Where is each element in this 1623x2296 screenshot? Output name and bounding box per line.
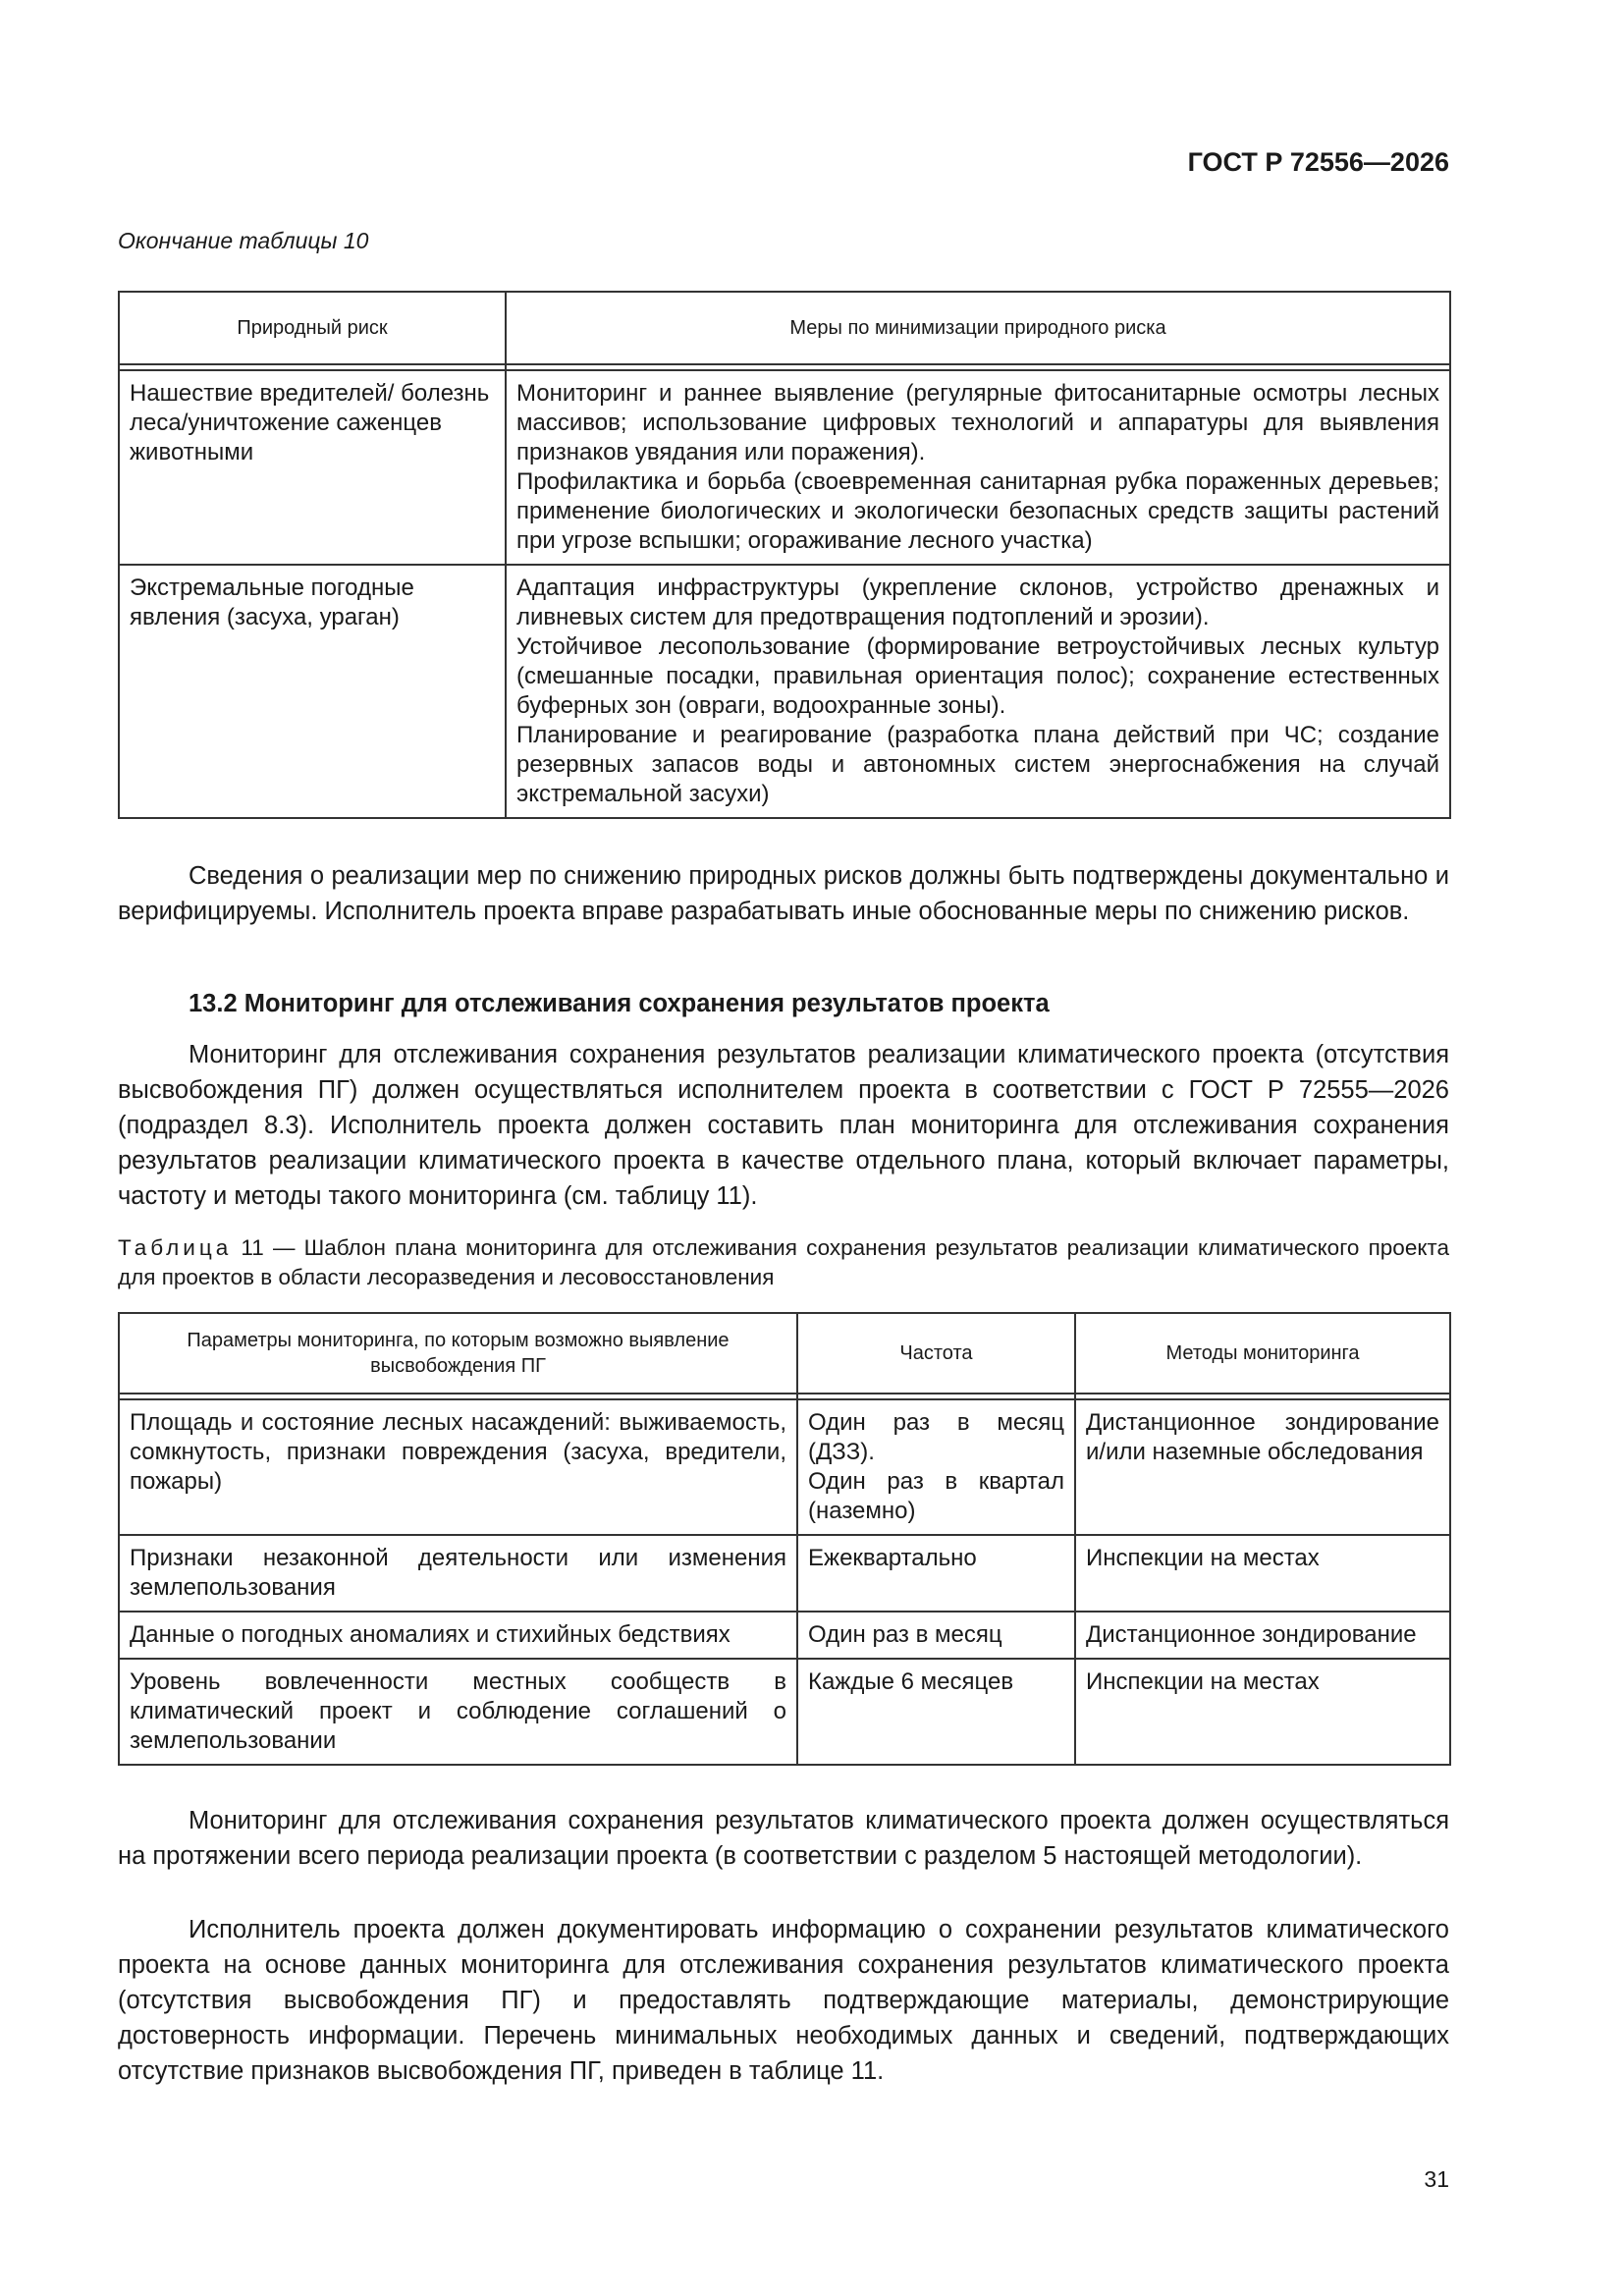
paragraph-documentation: Исполнитель проекта должен документировать информацию о сохранении результатов климатического проекта на основе данных мониторинга для отслеживания сохранения результатов климатического проекта (отсутствия высвобождения ПГ) и предоставлять подтверждающие материалы, демонстрирующие достоверность информации. Перечень минимальных необходимых данных и сведений, подтверждающих отсутствие признаков высвобождения ПГ, приведен в таблице 11. <box>118 1916 1449 2085</box>
table-11-header-frequency: Частота <box>797 1313 1075 1394</box>
table-10-measures-cell <box>506 565 1450 818</box>
table-11-parameter-cell: Уровень вовлеченности местных сообществ в климатический проект и соблюдение соглашений о землепользовании <box>119 1659 797 1765</box>
table-10 <box>118 291 1451 819</box>
table-row <box>119 1535 1450 1612</box>
table-11-parameter-cell: Площадь и состояние лесных насаждений: выживаемость, сомкнутость, признаки повреждения (засуха, вредители, пожары) <box>119 1399 797 1535</box>
table-11 <box>118 1312 1451 1766</box>
document-code: ГОСТ Р 72556—2026 <box>1187 147 1449 177</box>
frequency-text: Один раз в квартал (наземно) <box>808 1468 1064 1524</box>
measure-text: Профилактика и борьба (своевременная санитарная рубка пораженных деревьев; применение биологических и экологически безопасных средств защиты растений при угрозе вспышки; огораживание лесного участка) <box>516 468 1439 554</box>
table-10-header-measures: Меры по минимизации природного риска <box>506 292 1450 364</box>
measure-text: Адаптация инфраструктуры (укрепление склонов, устройство дренажных и ливневых систем для предотвращения подтоплений и эрозии). <box>516 574 1439 630</box>
measure-text: Устойчивое лесопользование (формирование ветроустойчивых лесных культур (смешанные посадки, правильная ориентация полос); сохранение естественных буферных зон (овраги, водоохранные зоны). <box>516 633 1439 719</box>
paragraph-risk-evidence: Сведения о реализации мер по снижению природных рисков должны быть подтверждены документально и верифицируемы. Исполнитель проекта вправе разрабатывать иные обоснованные меры по снижению рисков. <box>118 862 1449 925</box>
table-11-frequency-cell: Ежеквартально <box>797 1535 1075 1612</box>
table-10-header-risk: Природный риск <box>119 292 506 364</box>
table-11-caption <box>118 1233 1449 1292</box>
table-row <box>119 1659 1450 1765</box>
table-11-caption-text: 11 — Шаблон плана мониторинга для отслеживания сохранения результатов реализации климатического проекта для проектов в области лесоразведения и лесовосстановления <box>118 1235 1449 1289</box>
table-11-caption-label: Таблица <box>118 1235 233 1260</box>
table-11-method-cell: Дистанционное зондирование <box>1075 1612 1450 1659</box>
table-11-method-cell: Инспекции на местах <box>1075 1535 1450 1612</box>
table-10-continuation-label: Окончание таблицы 10 <box>118 228 369 253</box>
table-row <box>119 370 1450 565</box>
table-10-risk-cell: Экстремальные погодные явления (засуха, ураган) <box>119 565 506 818</box>
paragraph-monitoring-plan: Мониторинг для отслеживания сохранения результатов реализации климатического проекта (отсутствия высвобождения ПГ) должен осуществляться исполнителем проекта в соответствии с ГОСТ Р 72555—2026 (подраздел 8.3). Исполнитель проекта должен составить план мониторинга для отслеживания сохранения результатов реализации климатического проекта в качестве отдельного плана, который включает параметры, частоту и методы такого мониторинга (см. таблицу 11). <box>118 1041 1449 1210</box>
table-10-risk-cell: Нашествие вредителей/ болезнь леса/уничтожение саженцев животными <box>119 370 506 565</box>
table-row <box>119 1399 1450 1535</box>
measure-text: Планирование и реагирование (разработка плана действий при ЧС; создание резервных запасов воды и автономных систем энергоснабжения на случай экстремальной засухи) <box>516 722 1439 807</box>
table-11-frequency-cell: Один раз в месяц <box>797 1612 1075 1659</box>
table-row <box>119 565 1450 818</box>
table-11-header-parameters: Параметры мониторинга, по которым возможно выявление высвобождения ПГ <box>119 1313 797 1394</box>
page-number: 31 <box>1424 2166 1449 2192</box>
frequency-text: Один раз в месяц (ДЗЗ). <box>808 1409 1064 1465</box>
table-11-method-cell: Инспекции на местах <box>1075 1659 1450 1765</box>
table-11-parameter-cell: Признаки незаконной деятельности или изменения землепользования <box>119 1535 797 1612</box>
paragraph-monitoring-period: Мониторинг для отслеживания сохранения результатов климатического проекта должен осуществляться на протяжении всего периода реализации проекта (в соответствии с разделом 5 настоящей методологии). <box>118 1807 1449 1870</box>
section-heading-13-2: 13.2 Мониторинг для отслеживания сохранения результатов проекта <box>189 990 1050 1017</box>
measure-text: Мониторинг и раннее выявление (регулярные фитосанитарные осмотры лесных массивов; использование цифровых технологий и аппаратуры для выявления признаков увядания или поражения). <box>516 380 1439 465</box>
table-row <box>119 1612 1450 1659</box>
table-11-parameter-cell: Данные о погодных аномалиях и стихийных бедствиях <box>119 1612 797 1659</box>
table-10-measures-cell <box>506 370 1450 565</box>
table-11-header-methods: Методы мониторинга <box>1075 1313 1450 1394</box>
table-11-frequency-cell <box>797 1399 1075 1535</box>
table-11-method-cell: Дистанционное зондирование и/или наземные обследования <box>1075 1399 1450 1535</box>
table-11-frequency-cell: Каждые 6 месяцев <box>797 1659 1075 1765</box>
